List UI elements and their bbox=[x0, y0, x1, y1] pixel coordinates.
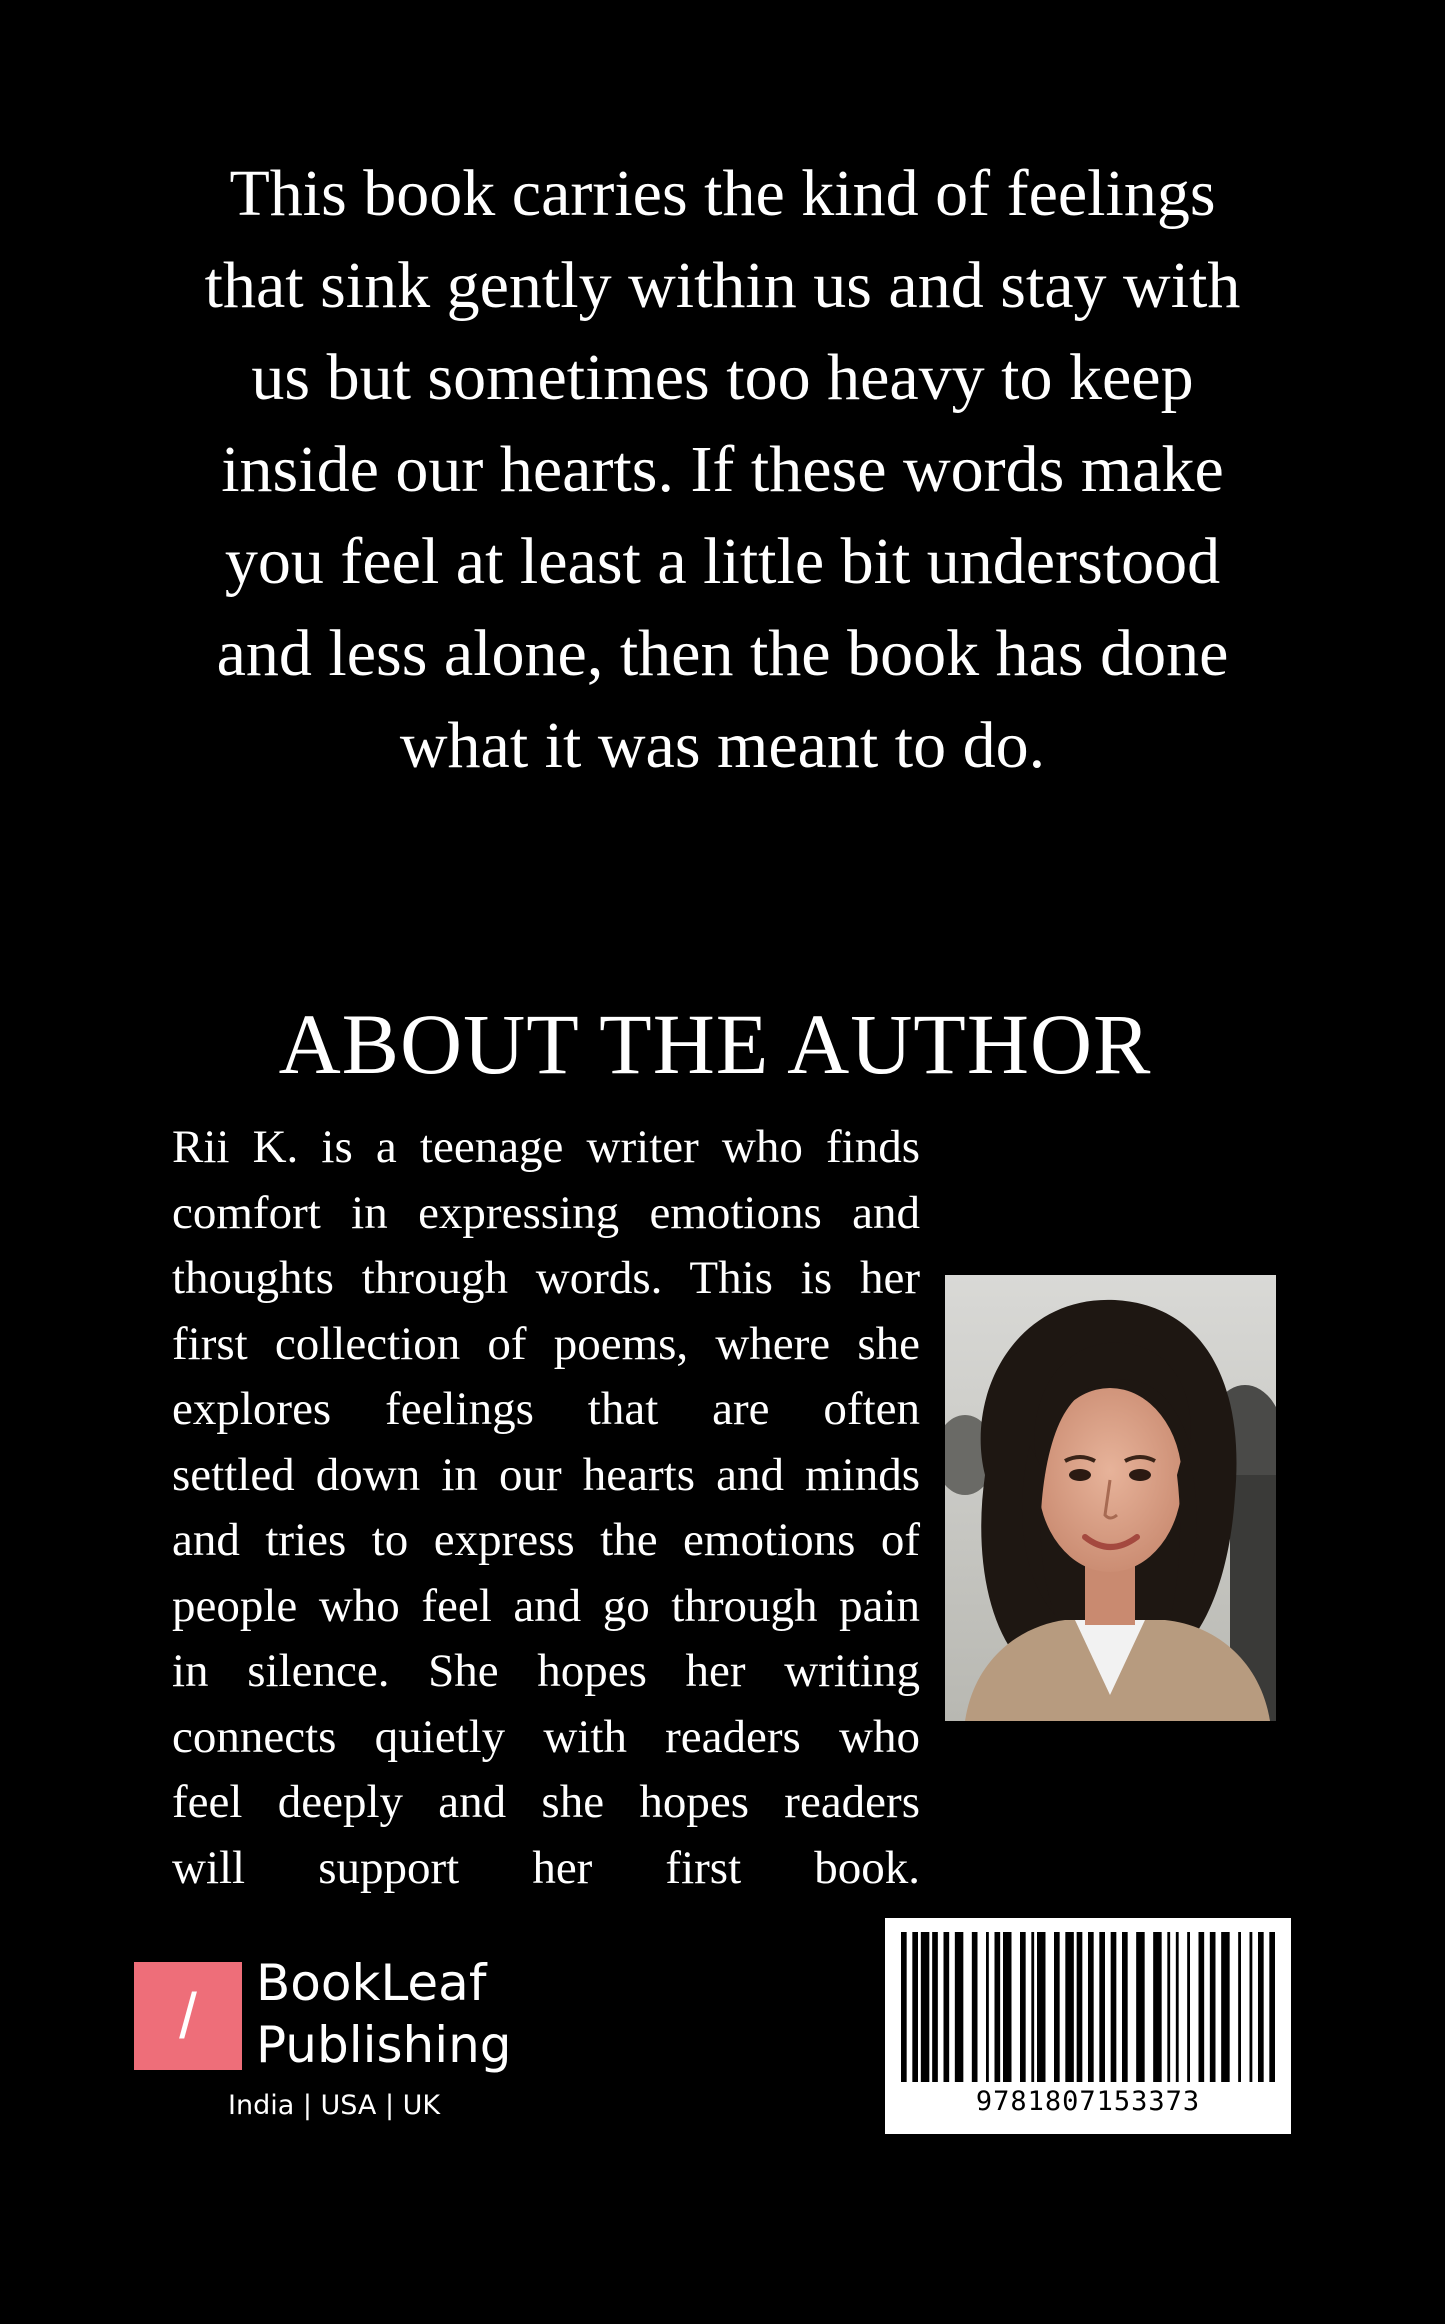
barcode-bar bbox=[1065, 1932, 1074, 2082]
blurb-line: and less alone, then the book has done bbox=[216, 617, 1229, 690]
publisher-locations: India | USA | UK bbox=[228, 2090, 441, 2121]
barcode-bar bbox=[1003, 1932, 1012, 2082]
barcode-bar bbox=[986, 1932, 989, 2082]
barcode-bar bbox=[921, 1932, 930, 2082]
bio-line: explores feelings that are often bbox=[172, 1383, 920, 1435]
barcode-bar bbox=[944, 1932, 950, 2082]
bio-line: people who feel and go through pain bbox=[172, 1579, 920, 1632]
publisher-name-line2: Publishing bbox=[256, 2016, 512, 2074]
barcode-bar bbox=[995, 1932, 1001, 2082]
barcode-bar bbox=[1031, 1932, 1034, 2082]
bio-line: settled down in our hearts and minds bbox=[172, 1448, 920, 1501]
blurb-line: inside our hearts. If these words make bbox=[221, 433, 1224, 506]
author-photo bbox=[945, 1275, 1276, 1721]
blurb-line: you feel at least a little bit understood bbox=[224, 525, 1221, 598]
barcode-bar bbox=[1111, 1932, 1117, 2082]
bio-line: thoughts through words. This is her bbox=[172, 1252, 920, 1304]
barcode-bar bbox=[932, 1932, 938, 2082]
barcode-bar bbox=[1136, 1932, 1145, 2082]
bio-line: Rii K. is a teenage writer who finds bbox=[172, 1121, 920, 1173]
bio-line: feel deeply and she hopes readers bbox=[172, 1776, 920, 1828]
barcode-bar bbox=[1167, 1932, 1170, 2082]
barcode-bar bbox=[1176, 1932, 1179, 2082]
book-blurb bbox=[150, 148, 1295, 792]
publisher-logo bbox=[134, 1954, 534, 2132]
barcode-bar bbox=[1122, 1932, 1128, 2082]
barcode-bar bbox=[1020, 1932, 1026, 2082]
barcode-bar bbox=[1210, 1932, 1216, 2082]
bio-line: and tries to express the emotions of bbox=[172, 1514, 920, 1566]
blurb-line: what it was meant to do. bbox=[399, 709, 1046, 782]
barcode-bar bbox=[1054, 1932, 1060, 2082]
bio-line: first collection of poems, where she bbox=[172, 1317, 920, 1370]
isbn-number: 9781807153373 bbox=[975, 2086, 1201, 2117]
barcode-bar bbox=[972, 1932, 978, 2082]
author-bio bbox=[172, 1115, 920, 1901]
slash-icon: / bbox=[179, 1980, 197, 2052]
publisher-name-line1: BookLeaf bbox=[256, 1954, 487, 2012]
barcode-bar bbox=[1037, 1932, 1046, 2082]
barcode-bar bbox=[912, 1932, 918, 2082]
barcode-bar bbox=[1077, 1932, 1083, 2082]
barcode-bar bbox=[1221, 1932, 1230, 2082]
barcode-bar bbox=[1088, 1932, 1094, 2082]
publisher-name bbox=[256, 1952, 512, 2076]
bio-line: comfort in expressing emotions and bbox=[172, 1186, 920, 1239]
barcode-bar bbox=[1269, 1932, 1275, 2082]
blurb-line: This book carries the kind of feelings bbox=[229, 157, 1216, 230]
barcode-bar bbox=[1187, 1932, 1190, 2082]
isbn-barcode bbox=[885, 1918, 1291, 2134]
blurb-line: us but sometimes too heavy to keep bbox=[251, 341, 1194, 414]
barcode-bar bbox=[1238, 1932, 1241, 2082]
barcode-bar bbox=[955, 1932, 964, 2082]
barcode-bar bbox=[1250, 1932, 1253, 2082]
barcode-bars bbox=[901, 1932, 1275, 2082]
bio-line: will support her first book. bbox=[172, 1841, 920, 1894]
barcode-bar bbox=[901, 1932, 907, 2082]
bio-line: connects quietly with readers who bbox=[172, 1710, 920, 1763]
bio-line: in silence. She hopes her writing bbox=[172, 1645, 920, 1697]
blurb-line: that sink gently within us and stay with bbox=[204, 249, 1241, 322]
barcode-bar bbox=[1258, 1932, 1264, 2082]
barcode-bar bbox=[1199, 1932, 1205, 2082]
author-portrait-illustration bbox=[945, 1275, 1276, 1721]
about-author-heading: ABOUT THE AUTHOR bbox=[278, 996, 1152, 1092]
barcode-bar bbox=[1153, 1932, 1161, 2082]
barcode-bar bbox=[1099, 1932, 1105, 2082]
